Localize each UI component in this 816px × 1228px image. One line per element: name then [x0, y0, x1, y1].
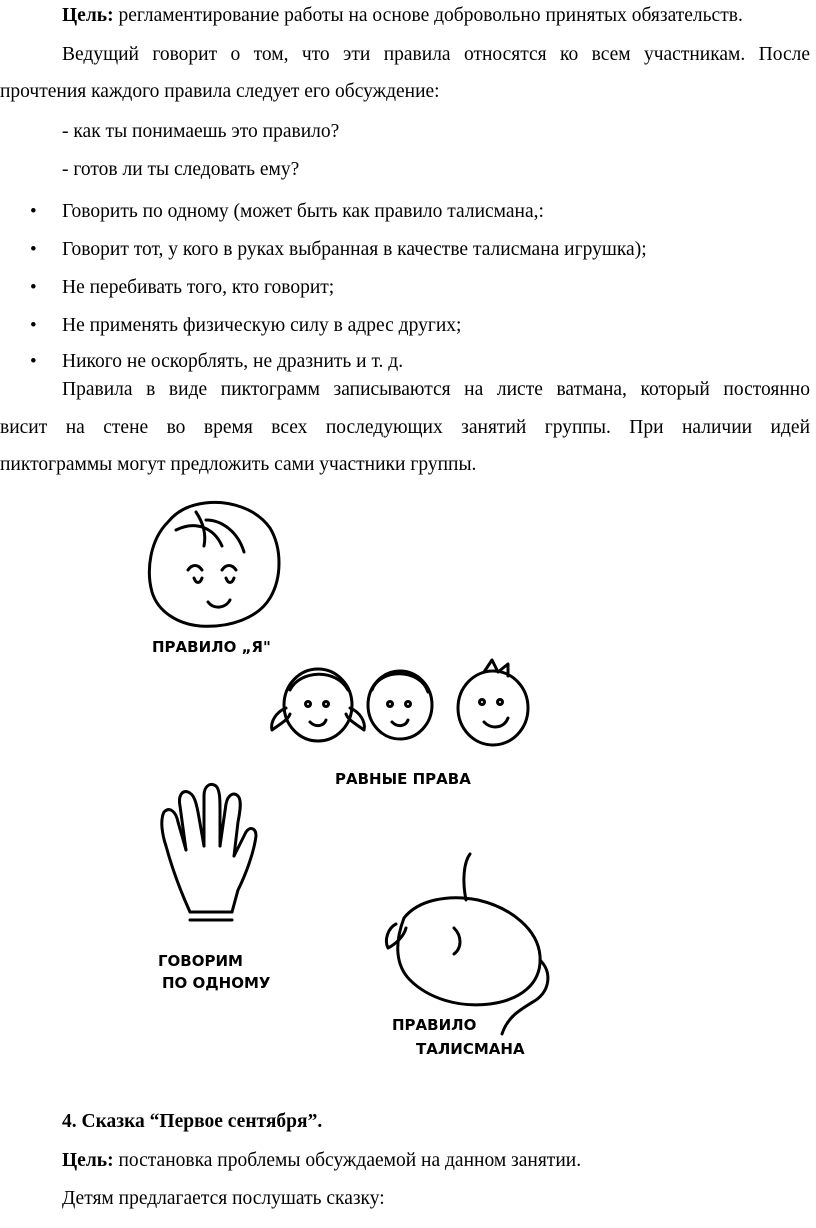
rule-item: Не применять физическую силу в адрес других;: [62, 315, 462, 336]
caption-equal-rights: РАВНЫЕ ПРАВА: [335, 770, 471, 788]
open-hand-icon: [162, 784, 256, 920]
section4-goal-text: постановка проблемы обсуждаемой на данном занятии.: [113, 1150, 582, 1171]
section4-title: [62, 1110, 322, 1134]
question-1: - как ты понимаешь это правило?: [62, 121, 340, 142]
section4-title-text: 4. Сказка “Первое сентября”.: [62, 1111, 323, 1132]
rule-item: Никого не оскорблять, не дразнить и т. д.: [62, 351, 404, 372]
three-faces-icon: [272, 660, 528, 745]
goal-label: Цель:: [62, 5, 114, 26]
para2-line3: пиктограммы могут предложить сами участники группы.: [0, 454, 477, 475]
bullet: •: [30, 201, 37, 222]
goal-text: регламентирование работы на основе добровольно принятых обязательств.: [113, 5, 743, 26]
para2-line2: висит на стене во время всех последующих занятий группы. При наличии идей: [0, 417, 810, 438]
caption-talisman-1: ПРАВИЛО: [392, 1016, 477, 1034]
rule-item: Не перебивать того, кто говорит;: [62, 277, 335, 298]
section4-goal-label: Цель:: [62, 1150, 114, 1171]
section4-goal: [62, 1149, 581, 1173]
caption-one-at-time-1: ГОВОРИМ: [158, 952, 243, 970]
rule-item: Говорит тот, у кого в руках выбранная в качестве талисмана игрушка);: [62, 239, 647, 260]
section4-intro: Детям предлагается послушать сказку:: [62, 1188, 385, 1209]
caption-one-at-time-2: ПО ОДНОМУ: [162, 974, 271, 992]
para1-line1: Ведущий говорит о том, что эти правила относятся ко всем участникам. После: [62, 44, 810, 65]
caption-rule-ya: ПРАВИЛО „Я": [152, 638, 271, 656]
bullet: •: [30, 315, 37, 336]
caption-talisman-2: ТАЛИСМАНА: [416, 1040, 525, 1058]
bullet: •: [30, 351, 37, 372]
para1-line2: прочтения каждого правила следует его обсуждение:: [0, 81, 440, 102]
question-2: - готов ли ты следовать ему?: [62, 159, 300, 180]
child-face-icon: [149, 502, 279, 626]
bullet: •: [30, 239, 37, 260]
mouse-toy-icon: [386, 854, 547, 1034]
para2-line1: Правила в виде пиктограмм записываются на листе ватмана, который постоянно: [62, 379, 810, 400]
rule-item: Говорить по одному (может быть как правило талисмана,:: [62, 201, 544, 222]
bullet: •: [30, 277, 37, 298]
